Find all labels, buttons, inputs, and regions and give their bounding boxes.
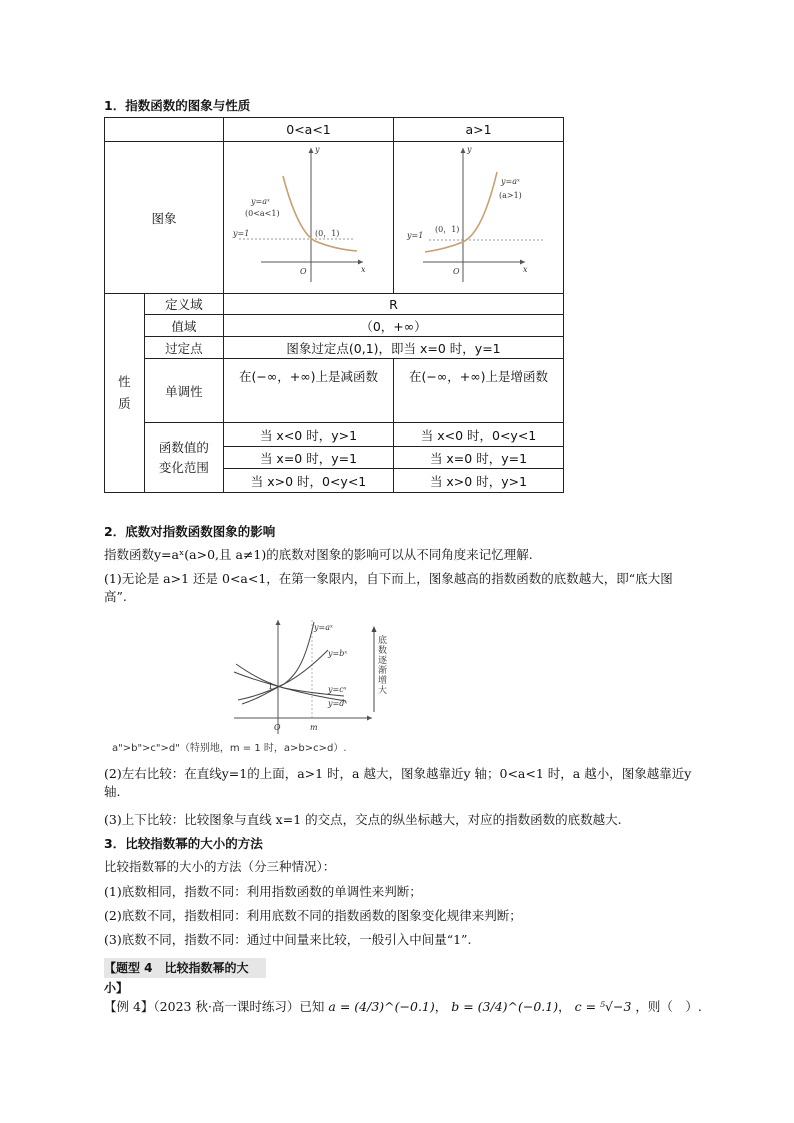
example-line: 【例 4】（2023 秋·高一课时练习）已知 a = (4/3)^(−0.1)， b = (3/4)^(−0.1)， c = ⁵√−3 ，则（ ）. — [104, 999, 702, 1014]
example-c: c = ⁵√−3 — [574, 999, 632, 1014]
image-row-label: 图象 — [105, 142, 224, 294]
graph-a-curve-label: y=aˣ — [250, 197, 270, 206]
row-label-range-change: 函数值的 变化范围 — [144, 423, 223, 493]
example-suffix: ，则（ ）. — [635, 999, 702, 1014]
section2-heading: 2．底数对指数函数图象的影响 — [104, 524, 276, 539]
graph-b-x-label: x — [522, 265, 528, 274]
section3-item2: (2)底数不同，指数相同：利用底数不同的指数函数的图象变化规律来判断； — [104, 908, 522, 923]
graph-a-cell — [224, 142, 394, 294]
fig-caption: a">b">c">d"（特别地，m = 1 时，a>b>c>d）. — [112, 743, 347, 754]
graph-b-cell — [394, 142, 564, 294]
row-label-domain: 定义域 — [144, 294, 223, 315]
section3-heading: 3．比较指数幂的大小的方法 — [104, 836, 263, 851]
example-b: b = (3/4)^(−0.1) — [451, 999, 559, 1014]
fig-side-text: 底数逐渐增大 — [378, 636, 388, 696]
graph-b-y-label: y — [466, 145, 472, 154]
section2-item2: (2)左右比较：在直线y=1的上面，a>1 时，a 越大，图象越靠近y 轴；0<a<1 时，a 越小，图象越靠近y 轴. — [104, 766, 692, 799]
row-value-monotonic-a: 在(−∞，+∞)上是减函数 — [224, 359, 394, 423]
section3-item3: (3)底数不同，指数不同：通过中间量来比较，一般引入中间量“1”. — [104, 932, 472, 947]
table-corner-cell — [105, 118, 224, 142]
fig-label-d: y=dˣ — [328, 699, 348, 708]
graph-a-x-label: x — [360, 265, 366, 274]
section1-heading: 1．指数函数的图象与性质 — [104, 98, 251, 113]
graph-a-cond-label: (0<a<1) — [244, 209, 280, 218]
section3-item1: (1)底数相同，指数不同：利用指数函数的单调性来判断； — [104, 884, 422, 899]
header-col-a: 0<a<1 — [224, 118, 394, 142]
range-change-a-2: 当 x=0 时，y=1 — [224, 447, 394, 469]
range-change-a-1: 当 x<0 时，y>1 — [224, 423, 394, 447]
row-label-range: 值域 — [144, 315, 223, 337]
graph-b-cond-label: (a>1) — [498, 191, 522, 200]
fig-label-origin: O — [274, 723, 281, 732]
graph-b-line-label: y=1 — [406, 231, 423, 240]
graph-b-point-label: (0，1) — [434, 225, 459, 234]
fig-label-a: y=aˣ — [314, 623, 333, 632]
range-change-b-1: 当 x<0 时，0<y<1 — [394, 423, 564, 447]
row-value-fixed-point: 图象过定点(0,1)，即当 x=0 时，y=1 — [224, 337, 564, 359]
graph-a-point-label: (0，1) — [314, 229, 339, 238]
fig-label-b: y=bˣ — [328, 649, 348, 658]
row-label-fixed-point: 过定点 — [144, 337, 223, 359]
question-type-banner: 【题型 4 比较指数幂的大小】 — [104, 958, 266, 978]
section2-item1: (1)无论是 a>1 还是 0<a<1，在第一象限内，自下而上，图象越高的指数函数的底数越大，即“底大图高”. — [104, 571, 673, 604]
graph-a-line-label: y=1 — [232, 229, 249, 238]
row-value-monotonic-b: 在(−∞，+∞)上是增函数 — [394, 359, 564, 423]
base-comparison-figure — [226, 618, 376, 738]
section2-intro: 指数函数y=aˣ(a>0,且 a≠1)的底数对图象的影响可以从不同角度来记忆理解. — [104, 547, 533, 562]
example-a: a = (4/3)^(−0.1) — [328, 999, 435, 1014]
range-change-a-3: 当 x>0 时，0<y<1 — [224, 469, 394, 493]
range-change-b-2: 当 x=0 时，y=1 — [394, 447, 564, 469]
fig-label-m: m — [310, 723, 318, 732]
decreasing-exponential-graph — [225, 142, 393, 290]
fig-label-one: 1 — [268, 682, 274, 691]
graph-b-curve-label: y=aˣ — [500, 177, 520, 186]
section2-item3: (3)上下比较：比较图象与直线 x=1 的交点，交点的纵坐标越大，对应的指数函数的底数越大. — [104, 812, 622, 827]
graph-a-y-label: y — [314, 145, 320, 154]
section3-intro: 比较指数幂的大小的方法（分三种情况）： — [104, 859, 336, 874]
properties-table — [104, 117, 564, 493]
row-value-domain: R — [224, 294, 564, 315]
example-prefix: 【例 4】（2023 秋·高一课时练习）已知 — [104, 999, 325, 1014]
range-change-b-3: 当 x>0 时，y>1 — [394, 469, 564, 493]
header-col-b: a>1 — [394, 118, 564, 142]
row-label-monotonic: 单调性 — [144, 359, 223, 423]
properties-group-label: 性 质 — [105, 294, 145, 493]
graph-b-origin-label: O — [452, 267, 460, 276]
row-value-range: （0，+∞） — [224, 315, 564, 337]
fig-label-c: y=cˣ — [328, 685, 347, 694]
increasing-exponential-graph — [395, 142, 563, 290]
graph-a-origin-label: O — [299, 267, 307, 276]
